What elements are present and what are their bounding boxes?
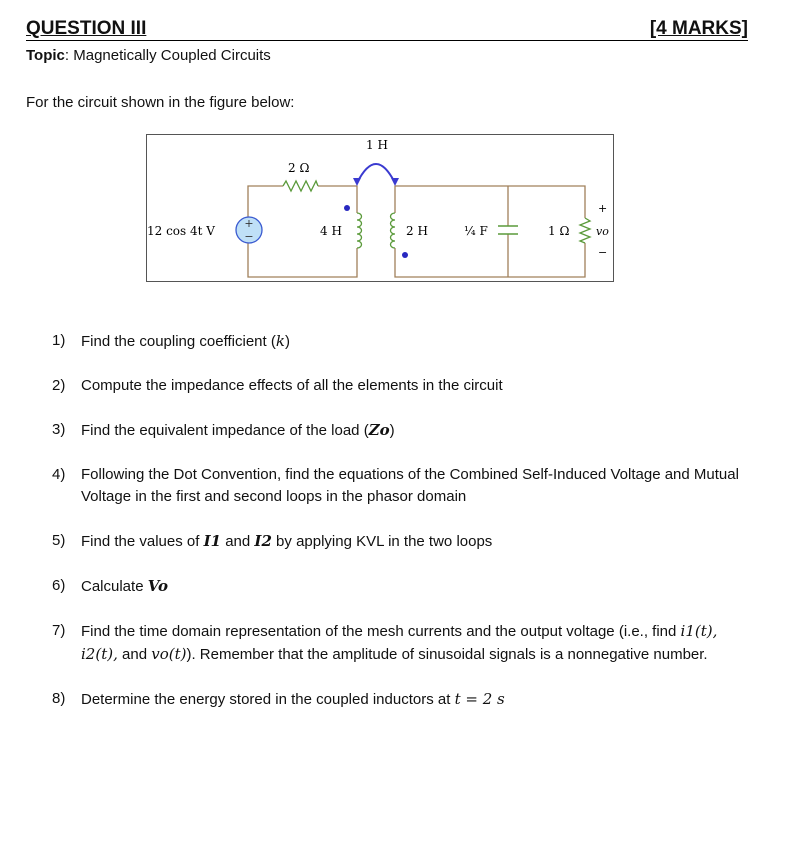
header bbox=[26, 18, 748, 41]
question-n: 7) bbox=[52, 622, 66, 639]
question-a: Find the coupling coefficient ( bbox=[81, 333, 276, 350]
dot-primary bbox=[344, 205, 350, 211]
question-n: 5) bbox=[52, 532, 66, 549]
question-c: by applying KVL in the two loops bbox=[271, 533, 493, 550]
question-m: k bbox=[275, 332, 285, 350]
mutual-label: 1 H bbox=[365, 137, 388, 152]
source-minus: − bbox=[243, 229, 254, 243]
question-a: Find the values of bbox=[81, 533, 204, 550]
topic bbox=[26, 47, 271, 64]
question-a: Find the time domain representation of the mesh currents and the output voltage (i.e., find bbox=[81, 623, 681, 640]
l1-label: 4 H bbox=[319, 223, 342, 238]
intro-text: For the circuit shown in the figure below: bbox=[26, 94, 295, 111]
question-n: 4) bbox=[52, 466, 66, 483]
question-item bbox=[52, 530, 742, 553]
question-c: ). Remember that the amplitude of sinusoidal signals is a nonnegative number. bbox=[186, 646, 708, 663]
question-c: ) bbox=[389, 422, 395, 439]
topic-value: : Magnetically Coupled Circuits bbox=[64, 47, 271, 64]
question-list bbox=[52, 330, 742, 733]
inductor-2h bbox=[390, 213, 395, 248]
question-title: QUESTION III bbox=[26, 18, 147, 39]
question-n: 8) bbox=[52, 690, 66, 707]
question-c: ) bbox=[284, 333, 290, 350]
question-n: 3) bbox=[52, 421, 66, 438]
question-m: Zo bbox=[368, 421, 390, 439]
question-item bbox=[52, 330, 742, 353]
question-b: and bbox=[117, 646, 152, 663]
question-m: I1 bbox=[203, 532, 222, 550]
circuit-figure bbox=[146, 134, 614, 282]
vo-plus: + bbox=[597, 201, 607, 215]
question-m: i1(t), i2(t), bbox=[81, 622, 718, 663]
question-a: Following the Dot Convention, find the equations of the Combined Self-Induced Voltage and Mutual Voltage in the first and second loops in the phasor domain bbox=[81, 466, 739, 505]
mutual-arrow bbox=[357, 164, 395, 183]
question-a: Determine the energy stored in the coupled inductors at bbox=[81, 691, 455, 708]
question-item bbox=[52, 688, 742, 711]
question-item bbox=[52, 620, 742, 666]
cap-label: ¼ F bbox=[463, 223, 488, 238]
dot-secondary bbox=[402, 252, 408, 258]
question-m: Vo bbox=[147, 577, 168, 595]
l2-label: 2 H bbox=[405, 223, 428, 238]
vo-minus: − bbox=[597, 245, 607, 259]
question-n: 6) bbox=[52, 577, 66, 594]
question-b: and bbox=[221, 533, 255, 550]
question-item bbox=[52, 464, 742, 508]
question-a: Calculate bbox=[81, 578, 148, 595]
question-n: 2) bbox=[52, 377, 66, 394]
question-item bbox=[52, 419, 742, 442]
source-label: 12 cos 4t V bbox=[146, 223, 215, 238]
question-m2: vo(t) bbox=[151, 645, 187, 663]
question-item bbox=[52, 575, 742, 598]
resistor-1ohm bbox=[580, 218, 590, 243]
question-m: t = 2 s bbox=[454, 690, 505, 708]
r2-label: 1 Ω bbox=[547, 223, 569, 238]
r1-label: 2 Ω bbox=[287, 160, 309, 175]
topic-label: Topic bbox=[26, 47, 65, 64]
question-m2: I2 bbox=[254, 532, 272, 550]
capacitor bbox=[498, 226, 518, 234]
vo-label: vo bbox=[595, 224, 609, 238]
question-a: Compute the impedance effects of all the elements in the circuit bbox=[81, 377, 503, 394]
question-n: 1) bbox=[52, 332, 66, 349]
inductor-4h bbox=[357, 213, 362, 248]
resistor-2ohm bbox=[283, 181, 318, 191]
marks: [4 MARKS] bbox=[649, 18, 748, 39]
source-plus: + bbox=[243, 216, 254, 230]
question-item bbox=[52, 375, 742, 397]
question-a: Find the equivalent impedance of the load ( bbox=[81, 422, 369, 439]
